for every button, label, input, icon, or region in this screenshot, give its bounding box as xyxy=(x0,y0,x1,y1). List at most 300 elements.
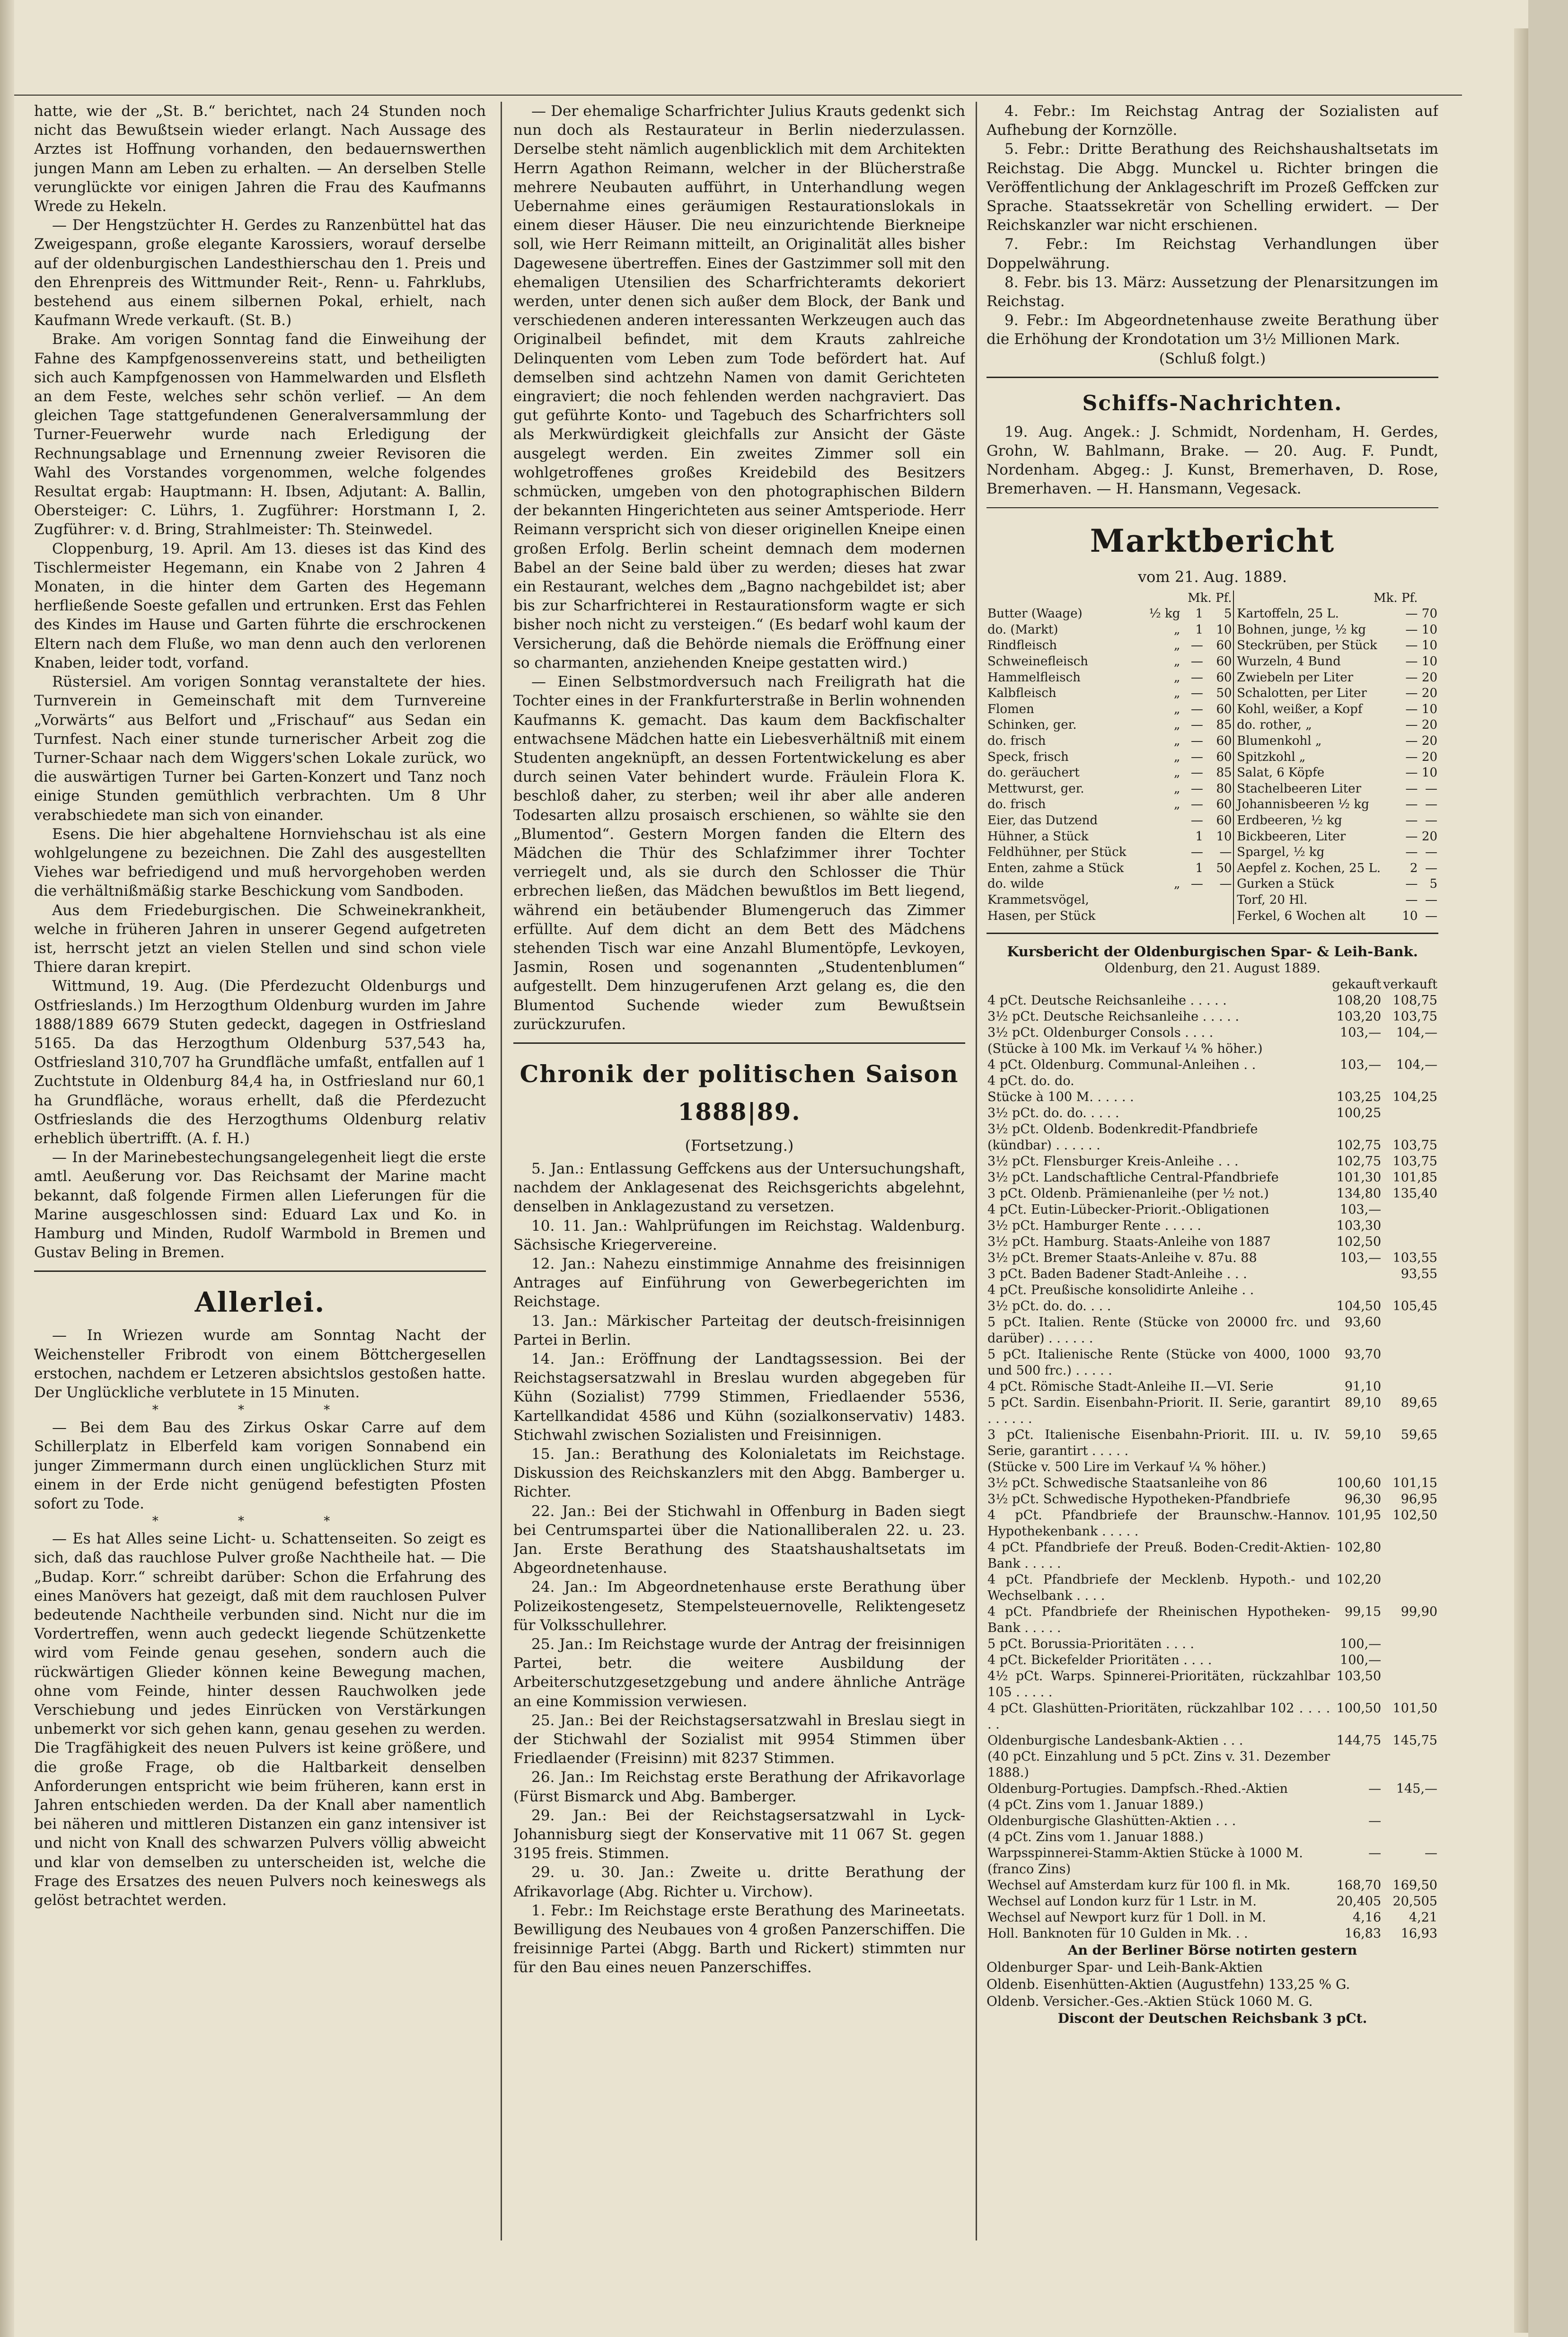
exchange-row xyxy=(987,1025,1438,1041)
price-sold: 16,93 xyxy=(1401,1926,1437,1941)
market-row xyxy=(987,750,1438,766)
price-sold: 135,40 xyxy=(1392,1186,1437,1201)
exchange-report-heading: Kursbericht der Oldenburgischen Spar- & Leih-Bank. xyxy=(1007,944,1418,960)
security-name: 4 pCt. do. do. xyxy=(987,1074,1075,1089)
price-pfennig: 85 xyxy=(1216,766,1232,780)
price-pfennig: 10 xyxy=(1421,702,1437,716)
price-sold: 104,25 xyxy=(1392,1090,1437,1105)
item-name: Krammetsvögel, xyxy=(987,892,1089,907)
price-sold xyxy=(1382,1572,1438,1604)
security-name: (kündbar) . . . . . . xyxy=(987,1138,1101,1153)
price-sold xyxy=(1382,1105,1438,1121)
price-sold xyxy=(1382,1636,1438,1652)
price-mark: — xyxy=(1190,734,1203,748)
item-unit: „ xyxy=(1173,638,1180,653)
market-row xyxy=(987,861,1438,877)
price-sold xyxy=(1382,1202,1438,1218)
chronik-entry: 15. Jan.: Berathung des Kolonialetats im Reichstage. Diskussion des Reichskanzlers mit den Abgg. Bamberger u. Richter. xyxy=(513,1446,965,1501)
price-pfennig: 85 xyxy=(1216,718,1232,732)
price-bought: 100,50 xyxy=(1336,1701,1382,1716)
exchange-row xyxy=(987,1395,1438,1427)
price-bought: 93,70 xyxy=(1344,1347,1382,1362)
column-1 xyxy=(34,102,486,2240)
item-unit: „ xyxy=(1173,654,1180,669)
security-name: 5 pCt. Borussia-Prioritäten . . . . xyxy=(987,1637,1195,1652)
market-row xyxy=(987,829,1438,845)
exchange-footnote: Oldenburger Spar- und Leih-Bank-Aktien xyxy=(987,1959,1263,1975)
price-sold: 103,75 xyxy=(1392,1009,1437,1024)
item-name: Kohl, weißer, a Kopf xyxy=(1237,702,1363,716)
exchange-row xyxy=(987,1813,1438,1829)
price-bought: 102,75 xyxy=(1336,1138,1382,1153)
chronik-entry: 4. Febr.: Im Reichstag Antrag der Sozialisten auf Aufhebung der Kornzölle. xyxy=(987,103,1438,139)
price-bought: — xyxy=(1368,1814,1382,1829)
security-name: Warpsspinnerei-Stamm-Aktien Stücke à 1000 M. xyxy=(987,1846,1303,1861)
exchange-row xyxy=(987,1057,1438,1073)
column-rule-1 xyxy=(501,102,502,2240)
price-bought xyxy=(1331,1749,1382,1781)
item-name: Spitzkohl „ xyxy=(1237,750,1306,764)
section-divider xyxy=(34,1270,486,1272)
price-pfennig: — xyxy=(1425,861,1437,875)
item-unit xyxy=(1144,861,1181,877)
price-bought: 103,— xyxy=(1340,1251,1382,1266)
price-sold xyxy=(1382,1652,1438,1668)
price-bought: 168,70 xyxy=(1336,1878,1382,1893)
chronik-list xyxy=(513,1159,965,1977)
exchange-row xyxy=(987,1138,1438,1154)
price-pfennig: — xyxy=(1425,845,1437,860)
price-bought xyxy=(1331,1861,1382,1878)
exchange-row xyxy=(987,1266,1438,1282)
article-paragraph: — Einen Selbstmordversuch nach Freiligrath hat die Tochter eines in der Frankfurterstraße in Berlin wohnenden Kaufmanns K. gemacht. Das kaum dem Backfischalter entwachsene Mädchen hatte ein Liebesverhältniß mit einem Studenten angeknüpft, an dessen Fortentwickelung es aber durch seinen Vater behindert wurde. Fräulein Flora K. beschloß daher, zu sterben; weil ihr aber alle anderen Todesarten allzu prosaisch erschienen, so wählte sie den „Blumentod“. Gestern Morgen fanden die Eltern des Mädchen die Thür des Schlafzimmer ihrer Tochter verriegelt und, als sie durch den Schlosser die Thür erbrechen ließen, das Mädchen bewußtlos im Bett liegend, während ein betäubender Blumengeruch das Zimmer erfüllte. Auf dem dicht an dem Bett des Mädchens stehenden Tisch war eine Anzahl Blumentöpfe, Levkoyen, Jasmin, Rosen und sogenannten „Studentenblumen“ aufgestellt. Dem hinzugerufenen Arzt gelang es, die den Blumentod Suchende wieder zum Bewußtsein zurückzurufen. xyxy=(513,673,965,1033)
price-bought: 102,75 xyxy=(1336,1154,1382,1169)
item-name: Erdbeeren, ½ kg xyxy=(1237,813,1342,828)
price-unit-header: Mk. Pf. xyxy=(1188,591,1232,605)
exchange-row xyxy=(987,1572,1438,1604)
item-name: do. (Markt) xyxy=(987,622,1058,637)
item-name: Johannisbeeren ½ kg xyxy=(1237,797,1369,812)
security-name: 3 pCt. Baden Badener Stadt-Anleihe . . . xyxy=(987,1267,1247,1282)
security-name: Oldenburgische Glashütten-Aktien . . . xyxy=(987,1814,1236,1829)
price-sold: 103,75 xyxy=(1392,1154,1437,1169)
security-name: (4 pCt. Zins vom 1. Januar 1888.) xyxy=(987,1830,1204,1845)
price-bought: 100,60 xyxy=(1336,1476,1382,1491)
price-pfennig: 60 xyxy=(1216,813,1232,828)
item-name: Salat, 6 Köpfe xyxy=(1237,766,1325,780)
price-pfennig: — xyxy=(1425,781,1437,796)
exchange-row xyxy=(987,1733,1438,1749)
security-name: 4 pCt. Oldenburg. Communal-Anleihen . . xyxy=(987,1058,1256,1073)
price-sold: 105,45 xyxy=(1392,1299,1437,1314)
price-sold: 89,65 xyxy=(1401,1395,1437,1411)
price-bought: 134,80 xyxy=(1336,1186,1382,1201)
chronik-entry: 5. Jan.: Entlassung Geffckens aus der Untersuchungshaft, nachdem der Anklagesenat des Reichsgerichts abgelehnt, denselben in Anklagezustand zu versetzen. xyxy=(513,1160,965,1216)
item-unit xyxy=(1144,813,1181,829)
price-pfennig: 60 xyxy=(1216,702,1232,716)
security-name: 3½ pCt. Hamburger Rente . . . . . xyxy=(987,1218,1201,1234)
chronik-entry: 26. Jan.: Im Reichstag erste Berathung der Afrikavorlage (Fürst Bismarck und Abg. Bamberger. xyxy=(513,1769,965,1805)
article-paragraph: — Es hat Alles seine Licht- u. Schattenseiten. So zeigt es sich, daß das rauchlose Pulver große Nachtheile hat. — Die „Budap. Korr.“ schreibt darüber: Schon die Erfahrung des eines Manövers hat gezeigt, daß mit dem rauchlosen Pulver bedeutende Nachtheile verbunden sind. Nicht nur die im Vordertreffen, wenn auch gedeckt liegende Schützenkette wird vom Feinde genau gesehen, sondern auch die rückwärtigen Glieder können keine Bewegung machen, ohne vom Feinde, hinter dessen Rauchwolken jede Verschiebung und jedes Einrücken von Verstärkungen unbemerkt vor sich gehen kann, genau gesehen zu werden. Die Tragfähigkeit des neuen Pulvers ist keine größere, und die große Frage, ob die Haltbarkeit denselben Anforderungen entspricht wie beim früheren, kann erst in Jahren entschieden werden. Da der Knall aber namentlich bei näheren und mittleren Distanzen ein ganz intensiver ist und nicht von Knall des schwarzen Pulvers völlig abweicht und klar von demselben zu unterscheiden ist, welche die Frage des Ersatzes des neuen Pulvers noch keineswegs als gelöst betrachtet werden. xyxy=(34,1530,486,1909)
price-sold xyxy=(1382,1121,1438,1138)
price-mark: — xyxy=(1190,750,1203,764)
price-sold: 101,85 xyxy=(1392,1170,1437,1185)
price-mark: — xyxy=(1405,734,1418,748)
price-bought xyxy=(1331,1797,1382,1813)
price-pfennig: 20 xyxy=(1421,686,1437,701)
price-bought: 93,60 xyxy=(1344,1315,1382,1330)
price-bought: — xyxy=(1368,1781,1382,1797)
exchange-row xyxy=(987,1636,1438,1652)
exchange-footnote: An der Berliner Börse notirten gestern xyxy=(1067,1942,1357,1958)
column-header-sold: verkauft xyxy=(1383,977,1437,992)
exchange-row xyxy=(987,1234,1438,1250)
allerlei-heading: Allerlei. xyxy=(194,1286,326,1319)
price-mark: 1 xyxy=(1195,861,1203,875)
price-pfennig: — xyxy=(1425,908,1437,923)
price-sold xyxy=(1382,1668,1438,1701)
price-sold: 4,21 xyxy=(1409,1910,1437,1925)
security-name: 3½ pCt. Oldenb. Bodenkredit-Pfandbriefe xyxy=(987,1122,1258,1137)
chronik-heading: Chronik der politischen Saison 1888|89. xyxy=(520,1059,959,1126)
price-mark: 1 xyxy=(1195,829,1203,844)
price-pfennig: 20 xyxy=(1421,750,1437,764)
item-name: do. wilde xyxy=(987,877,1044,891)
price-sold: 145,— xyxy=(1396,1781,1437,1797)
exchange-row xyxy=(987,1797,1438,1813)
exchange-row xyxy=(987,1250,1438,1266)
chronik-entry: 14. Jan.: Eröffnung der Landtagssession. Bei der Reichstagsersatzwahl in Breslau wurden abgegeben für Kühn (Sozialist) 7799 Stimmen, Friedlaender 5536, Kartellkandidat 4586 und Kühn (sozialkonservativ) 1483. Stichwahl zwischen Sozialisten und Freisinnigen. xyxy=(513,1350,965,1444)
item-name: Feldhühner, per Stück xyxy=(987,845,1127,860)
price-sold: 96,95 xyxy=(1401,1492,1437,1507)
market-row xyxy=(987,813,1438,829)
exchange-row xyxy=(987,1829,1438,1845)
security-name: Oldenburgische Landesbank-Aktien . . . xyxy=(987,1733,1243,1748)
security-name: 5 pCt. Sardin. Eisenbahn-Priorit. II. Serie, garantirt . . . . . . xyxy=(987,1395,1330,1427)
price-sold: 169,50 xyxy=(1392,1878,1437,1893)
section-divider xyxy=(987,933,1438,934)
item-unit: „ xyxy=(1173,750,1180,764)
item-name: Blumenkohl „ xyxy=(1237,734,1322,748)
price-sold xyxy=(1382,1459,1438,1475)
price-bought: — xyxy=(1368,1846,1382,1861)
price-pfennig: 60 xyxy=(1216,797,1232,812)
page-edge xyxy=(1514,28,1528,2333)
market-report-heading: Marktbericht xyxy=(1090,522,1335,559)
price-bought: 103,— xyxy=(1340,1025,1382,1041)
exchange-row xyxy=(987,1604,1438,1636)
price-pfennig: 10 xyxy=(1421,654,1437,669)
price-bought xyxy=(1331,1121,1382,1138)
price-sold xyxy=(1382,1314,1438,1347)
item-name: Flomen xyxy=(987,702,1034,716)
price-mark: — xyxy=(1405,750,1418,764)
security-name: (Stücke v. 500 Lire im Verkauf ¼ % höher.) xyxy=(987,1460,1266,1475)
price-sold: 101,15 xyxy=(1392,1476,1437,1491)
security-name: 4 pCt. Glashütten-Prioritäten, rückzahlbar 102 . . . . . . xyxy=(987,1701,1330,1732)
price-bought: 104,50 xyxy=(1336,1299,1382,1314)
to-be-continued: (Schluß folgt.) xyxy=(1159,350,1266,367)
price-mark: — xyxy=(1405,607,1418,621)
item-name: do. rother, „ xyxy=(1237,718,1312,732)
price-bought: 103,— xyxy=(1340,1202,1382,1217)
price-pfennig xyxy=(1204,892,1233,908)
column-header-bought: gekauft xyxy=(1332,977,1382,992)
exchange-row xyxy=(987,1105,1438,1121)
price-bought: 102,50 xyxy=(1336,1235,1382,1250)
item-name: Stachelbeeren Liter xyxy=(1237,781,1361,796)
article-paragraph: — Bei dem Bau des Zirkus Oskar Carre auf dem Schillerplatz in Elberfeld kam vorigen Sonnabend ein junger Zimmermann durch einen unglücklichen Sturz mit einem in der Erde nicht genügend befestigten Pfosten sofort zu Tode. xyxy=(34,1419,486,1513)
article-paragraph: — In der Marinebestechungsangelegenheit liegt die erste amtl. Aeußerung vor. Das Reichsamt der Marine macht bekannt, daß folgende Firmen allen Lieferungen für die Marine ausgeschlossen sind: Eduard Lax und Ko. in Hamburg und Minden, Rudolf Warmbold in Bremen und Gustav Beling in Bremen. xyxy=(34,1149,486,1261)
item-name: Gurken a Stück xyxy=(1237,877,1334,891)
chronik-continued xyxy=(987,102,1438,349)
article-paragraph: Aus dem Friedeburgischen. Die Schweinekrankheit, welche in früheren Jahren in unserer Gegend aufgetreten ist, herrscht jetzt an vielen Stellen und sind schon viele Thiere daran krepirt. xyxy=(34,901,486,976)
market-report-date: vom 21. Aug. 1889. xyxy=(1137,567,1287,586)
price-bought: 91,10 xyxy=(1344,1379,1382,1394)
market-price-table xyxy=(987,591,1438,924)
item-name: Hammelfleisch xyxy=(987,670,1081,685)
article-paragraph: Esens. Die hier abgehaltene Hornviehschau ist als eine wohlgelungene zu bezeichnen. Die Zahl des ausgestellten Viehes war befriedigend und muß hervorgehoben werden die verhältnißmäßig starke Beschickung vom Sandboden. xyxy=(34,825,486,900)
exchange-footnote: Oldenb. Eisenhütten-Aktien (Augustfehn) 133,25 % G. xyxy=(987,1976,1350,1993)
price-sold xyxy=(1382,1234,1438,1250)
exchange-row xyxy=(987,1218,1438,1234)
price-mark: — xyxy=(1190,845,1203,860)
exchange-row xyxy=(987,1540,1438,1572)
price-mark xyxy=(1181,908,1204,925)
market-row xyxy=(987,622,1438,638)
item-name: Rindfleisch xyxy=(987,638,1057,653)
chronik-entry: 5. Febr.: Dritte Berathung des Reichshaushaltsetats im Reichstag. Die Abgg. Munckel u. Richter bringen die Veröffentlichung der Anklageschrift im Prozeß Geffcken zur Sprache. Staatssekretär von Schelling erwidert. — Der Reichskanzler war nicht erschienen. xyxy=(987,141,1438,234)
price-bought: 108,20 xyxy=(1336,993,1382,1008)
item-name: Bohnen, junge, ½ kg xyxy=(1237,622,1366,637)
price-sold: 108,75 xyxy=(1392,993,1437,1008)
exchange-report-date: Oldenburg, den 21. August 1889. xyxy=(1104,961,1321,976)
chronik-entry: 22. Jan.: Bei der Stichwahl in Offenburg in Baden siegt bei Centrumspartei über die Nationalliberalen 22. u. 23. Jan. Erste Berathung des Staatshaushaltsetats im Abgeordnetenhause. xyxy=(513,1502,965,1577)
price-pfennig: — xyxy=(1219,845,1232,860)
chronik-entry: 13. Jan.: Märkischer Parteitag der deutsch-freisinnigen Partei in Berlin. xyxy=(513,1312,965,1349)
price-sold: 93,55 xyxy=(1401,1267,1437,1282)
item-name: Butter (Waage) xyxy=(987,607,1083,621)
exchange-row xyxy=(987,1894,1438,1910)
exchange-row xyxy=(987,1459,1438,1475)
exchange-row xyxy=(987,1154,1438,1170)
exchange-row xyxy=(987,1314,1438,1347)
market-row xyxy=(987,717,1438,733)
chronik-entry: 8. Febr. bis 13. März: Aussetzung der Plenarsitzungen im Reichstag. xyxy=(987,273,1438,310)
exchange-footnote: Discont der Deutschen Reichsbank 3 pCt. xyxy=(1057,2011,1367,2027)
price-sold: 103,75 xyxy=(1392,1138,1437,1153)
price-mark: — xyxy=(1190,813,1203,828)
security-name: Oldenburg-Portugies. Dampfsch.-Rhed.-Aktien xyxy=(987,1781,1288,1797)
item-unit: „ xyxy=(1173,734,1180,748)
price-mark: 1 xyxy=(1195,622,1203,637)
security-name: 4 pCt. Deutsche Reichsanleihe . . . . . xyxy=(987,993,1227,1008)
price-sold: 104,— xyxy=(1396,1025,1437,1041)
article-paragraph: Wittmund, 19. Aug. (Die Pferdezucht Oldenburgs und Ostfrieslands.) Im Herzogthum Oldenburg wurden im Jahre 1888/1889 6679 Stuten gedeckt, dagegen in Ostfriesland 5165. Da das Herzogthum Oldenburg 537,543 ha, Ostfriesland 310,707 ha Grundfläche umfaßt, entfallen auf 1 Zuchtstute in Oldenburg 84,4 ha, in Ostfriesland nur 60,1 ha Grundfläche, woraus erhellt, daß die Pferdezucht Ostfrieslands die des Herzogthums Oldenburg relativ erheblich übertrifft. (A. f. H.) xyxy=(34,978,486,1147)
market-row xyxy=(987,781,1438,797)
price-pfennig: 60 xyxy=(1216,638,1232,653)
price-mark: — xyxy=(1405,892,1418,907)
chronik-entry: 9. Febr.: Im Abgeordnetenhause zweite Berathung über die Erhöhung der Krondotation um 3½ Millionen Mark. xyxy=(987,312,1438,348)
price-bought: 100,— xyxy=(1340,1637,1382,1652)
item-name: Wurzeln, 4 Bund xyxy=(1237,654,1341,669)
security-name: 4 pCt. Pfandbriefe der Rheinischen Hypotheken-Bank . . . . . xyxy=(987,1605,1330,1636)
item-name: Kalbfleisch xyxy=(987,686,1057,701)
price-sold xyxy=(1382,1041,1438,1057)
security-name: 5 pCt. Italien. Rente (Stücke von 20000 frc. und darüber) . . . . . . xyxy=(987,1315,1330,1346)
item-unit xyxy=(1144,829,1181,845)
exchange-row xyxy=(987,1845,1438,1861)
price-pfennig: 60 xyxy=(1216,654,1232,669)
security-name: 4 pCt. Pfandbriefe der Mecklenb. Hypoth.- und Wechselbank . . . . xyxy=(987,1572,1330,1604)
price-mark: — xyxy=(1405,622,1418,637)
price-mark: — xyxy=(1405,702,1418,716)
price-bought: 102,80 xyxy=(1336,1540,1382,1555)
asterism: * * * xyxy=(152,1403,368,1418)
security-name: 4 pCt. Preußische konsolidirte Anleihe . . xyxy=(987,1283,1254,1298)
price-unit-header: Mk. Pf. xyxy=(1374,591,1418,605)
security-name: Stücke à 100 M. . . . . . xyxy=(987,1090,1134,1105)
price-pfennig: 60 xyxy=(1216,734,1232,748)
price-sold xyxy=(1382,1379,1438,1395)
section-divider xyxy=(513,1042,965,1044)
price-bought: 103,20 xyxy=(1336,1009,1382,1024)
item-name: do. geräuchert xyxy=(987,766,1080,780)
price-sold xyxy=(1382,1829,1438,1845)
item-name: Steckrüben, per Stück xyxy=(1237,638,1377,653)
column-2 xyxy=(513,102,965,2240)
price-bought: 99,15 xyxy=(1344,1605,1382,1620)
chronik-entry: 1. Febr.: Im Reichstage erste Berathung des Marineetats. Bewilligung des Neubaues von 4 großen Panzerschiffen. Die freisinnige Partei (Abgg. Barth und Rickert) stimmten nur für den Bau eines neuen Panzerschiffes. xyxy=(513,1902,965,1976)
item-name: Hasen, per Stück xyxy=(987,908,1096,923)
price-bought: 89,10 xyxy=(1344,1395,1382,1411)
item-name: do. frisch xyxy=(987,797,1046,812)
price-pfennig: 5 xyxy=(1224,607,1232,621)
price-pfennig: 10 xyxy=(1421,766,1437,780)
security-name: 5 pCt. Italienische Rente (Stücke von 4000, 1000 und 500 frc.) . . . . . xyxy=(987,1347,1330,1378)
price-pfennig: 70 xyxy=(1421,607,1437,621)
item-unit: „ xyxy=(1173,670,1180,685)
item-unit: „ xyxy=(1173,766,1180,780)
exchange-row xyxy=(987,1508,1438,1540)
article-paragraph: — Der Hengstzüchter H. Gerdes zu Ranzenbüttel hat das Zweigespann, große elegante Karossiers, worauf derselbe auf der oldenburgischen Landesthierschau den 1. Preis und den Ehrenpreis des Wittmunder Reit-, Renn- u. Fahrklubs, bestehend aus einem silbernen Pokal, erhielt, nach Kaufmann Wrede verkauft. (St. B.) xyxy=(34,217,486,329)
exchange-footnotes xyxy=(987,1942,1438,2027)
article-paragraph: Cloppenburg, 19. April. Am 13. dieses ist das Kind des Tischlermeister Hegemann, ein Knabe von 2 Jahren 4 Monaten, in die hinter dem Garten des Hegemann herfließende Soeste gefallen und ertrunken. Erst das Fehlen des Kindes im Hause und Garten führte die erschrockenen Eltern nach dem Fluße, wo man denn auch den verlorenen Knaben, leider todt, vorfand. xyxy=(34,540,486,671)
price-mark: 10 xyxy=(1402,908,1418,923)
price-bought: 101,30 xyxy=(1336,1170,1382,1185)
market-row xyxy=(987,638,1438,654)
chronik-entry: 7. Febr.: Im Reichstag Verhandlungen über Doppelwährung. xyxy=(987,236,1438,272)
security-name: (4 pCt. Zins vom 1. Januar 1889.) xyxy=(987,1798,1204,1813)
exchange-row xyxy=(987,1089,1438,1105)
security-name: 3½ pCt. Schwedische Staatsanleihe von 86 xyxy=(987,1476,1268,1491)
exchange-row xyxy=(987,1170,1438,1186)
market-row xyxy=(987,733,1438,750)
price-bought: 144,75 xyxy=(1336,1733,1382,1748)
item-unit xyxy=(1144,892,1181,908)
price-bought: 16,83 xyxy=(1344,1926,1382,1941)
price-sold: 145,75 xyxy=(1392,1733,1437,1748)
chronik-entry: 25. Jan.: Bei der Reichstagsersatzwahl in Breslau siegt in der Stichwahl der Sozialist mit 9954 Stimmen über Friedlaender (Freisinn) mit 8237 Stimmen. xyxy=(513,1711,965,1767)
security-name: (franco Zins) xyxy=(987,1862,1071,1877)
security-name: 3½ pCt. do. do. . . . xyxy=(987,1299,1111,1314)
item-unit: „ xyxy=(1173,781,1180,796)
market-row xyxy=(987,765,1438,781)
market-row xyxy=(987,797,1438,813)
item-unit: „ xyxy=(1173,797,1180,812)
price-bought xyxy=(1331,1041,1382,1057)
article-paragraph: Brake. Am vorigen Sonntag fand die Einweihung der Fahne des Kampfgenossenvereins statt, und betheiligten sich auch Kampfgenossen von Hammelwarden und Elsfleth an dem Feste, welches sehr schön verlief. — An dem gleichen Tage stattgefundenen Generalversammlung der Turner-Feuerwehr wurde nach Erledigung der Rechnungsablage und Ernennung zweier Revisoren die Wahl des Vorstandes vorgenommen, welche folgendes Resultat ergab: Hauptmann: H. Ibsen, Adjutant: A. Ballin, Obersteiger: C. Lührs, 1. Zugführer: Horstmann I, 2. Zugführer: v. d. Bring, Strahlmeister: Th. Steinwedel. xyxy=(34,331,486,538)
security-name: 4 pCt. Pfandbriefe der Preuß. Boden-Credit-Aktien-Bank . . . . . xyxy=(987,1540,1330,1571)
security-name: 3½ pCt. Oldenburger Consols . . . . xyxy=(987,1025,1214,1041)
exchange-row xyxy=(987,1186,1438,1202)
price-bought: 100,— xyxy=(1340,1653,1382,1668)
item-unit: „ xyxy=(1173,702,1180,716)
exchange-row xyxy=(987,1202,1438,1218)
security-name: Wechsel auf Amsterdam kurz für 100 fl. in Mk. xyxy=(987,1878,1291,1893)
exchange-row xyxy=(987,1491,1438,1508)
chronik-subheading: (Fortsetzung.) xyxy=(685,1136,794,1155)
security-name: (40 pCt. Einzahlung und 5 pCt. Zins v. 31. Dezember 1888.) xyxy=(987,1749,1330,1781)
price-mark: — xyxy=(1405,813,1418,828)
price-pfennig: 10 xyxy=(1216,829,1232,844)
item-unit xyxy=(1144,908,1181,925)
item-unit: „ xyxy=(1173,686,1180,701)
price-bought xyxy=(1331,1459,1382,1475)
security-name: 3½ pCt. Hamburg. Staats-Anleihe von 1887 xyxy=(987,1235,1271,1250)
item-unit: „ xyxy=(1173,877,1180,891)
security-name: (Stücke à 100 Mk. im Verkauf ¼ % höher.) xyxy=(987,1041,1263,1057)
section-divider xyxy=(987,377,1438,378)
price-pfennig: — xyxy=(1425,892,1437,907)
price-bought: 103,25 xyxy=(1336,1090,1382,1105)
security-name: 4 pCt. Pfandbriefe der Braunschw.-Hannov. Hypothekenbank . . . . . xyxy=(987,1508,1330,1539)
price-pfennig: 60 xyxy=(1216,750,1232,764)
price-mark: — xyxy=(1190,797,1203,812)
item-unit: „ xyxy=(1173,718,1180,732)
column-3 xyxy=(987,102,1438,2240)
price-pfennig: 20 xyxy=(1421,829,1437,844)
price-sold xyxy=(1382,1073,1438,1089)
price-sold xyxy=(1382,1797,1438,1813)
market-row xyxy=(987,876,1438,892)
price-bought: 96,30 xyxy=(1344,1492,1382,1507)
market-row xyxy=(987,670,1438,686)
article-paragraph: Rüstersiel. Am vorigen Sonntag veranstaltete der hies. Turnverein in Gemeinschaft mit dem Turnvereine „Vorwärts“ aus Belfort und „Frischauf“ aus Sedan ein Turnfest. Nach einer stunde turnerischer Arbeit zog die Turner-Schaar nach dem Wiggers'schen Lokale zurück, wo die auswärtigen Turner bei Garten-Konzert und Tanz noch einige Stunden gemüthlich verbrachten. Um 8 Uhr verabschiedete man sich von einander. xyxy=(34,673,486,824)
price-mark: 1 xyxy=(1195,607,1203,621)
price-mark: — xyxy=(1405,686,1418,701)
exchange-row xyxy=(987,1668,1438,1701)
market-row xyxy=(987,845,1438,861)
price-sold xyxy=(1382,1347,1438,1379)
price-sold xyxy=(1382,1749,1438,1781)
asterism: * * * xyxy=(152,1514,368,1529)
price-sold xyxy=(1382,1282,1438,1298)
item-name: Schweinefleisch xyxy=(987,654,1088,669)
item-name: Ferkel, 6 Wochen alt xyxy=(1237,908,1365,923)
item-name: do. frisch xyxy=(987,734,1046,748)
price-bought xyxy=(1331,1266,1382,1282)
security-name: 3½ pCt. Landschaftliche Central-Pfandbriefe xyxy=(987,1170,1279,1185)
security-name: 3½ pCt. Flensburger Kreis-Anleihe . . . xyxy=(987,1154,1239,1169)
section-divider xyxy=(987,507,1438,508)
price-sold: 104,— xyxy=(1396,1058,1437,1073)
item-name: Schinken, ger. xyxy=(987,718,1077,732)
item-unit xyxy=(1144,845,1181,861)
item-unit: ½ kg xyxy=(1149,607,1180,621)
price-mark: — xyxy=(1405,638,1418,653)
price-sold: 59,65 xyxy=(1401,1428,1437,1443)
